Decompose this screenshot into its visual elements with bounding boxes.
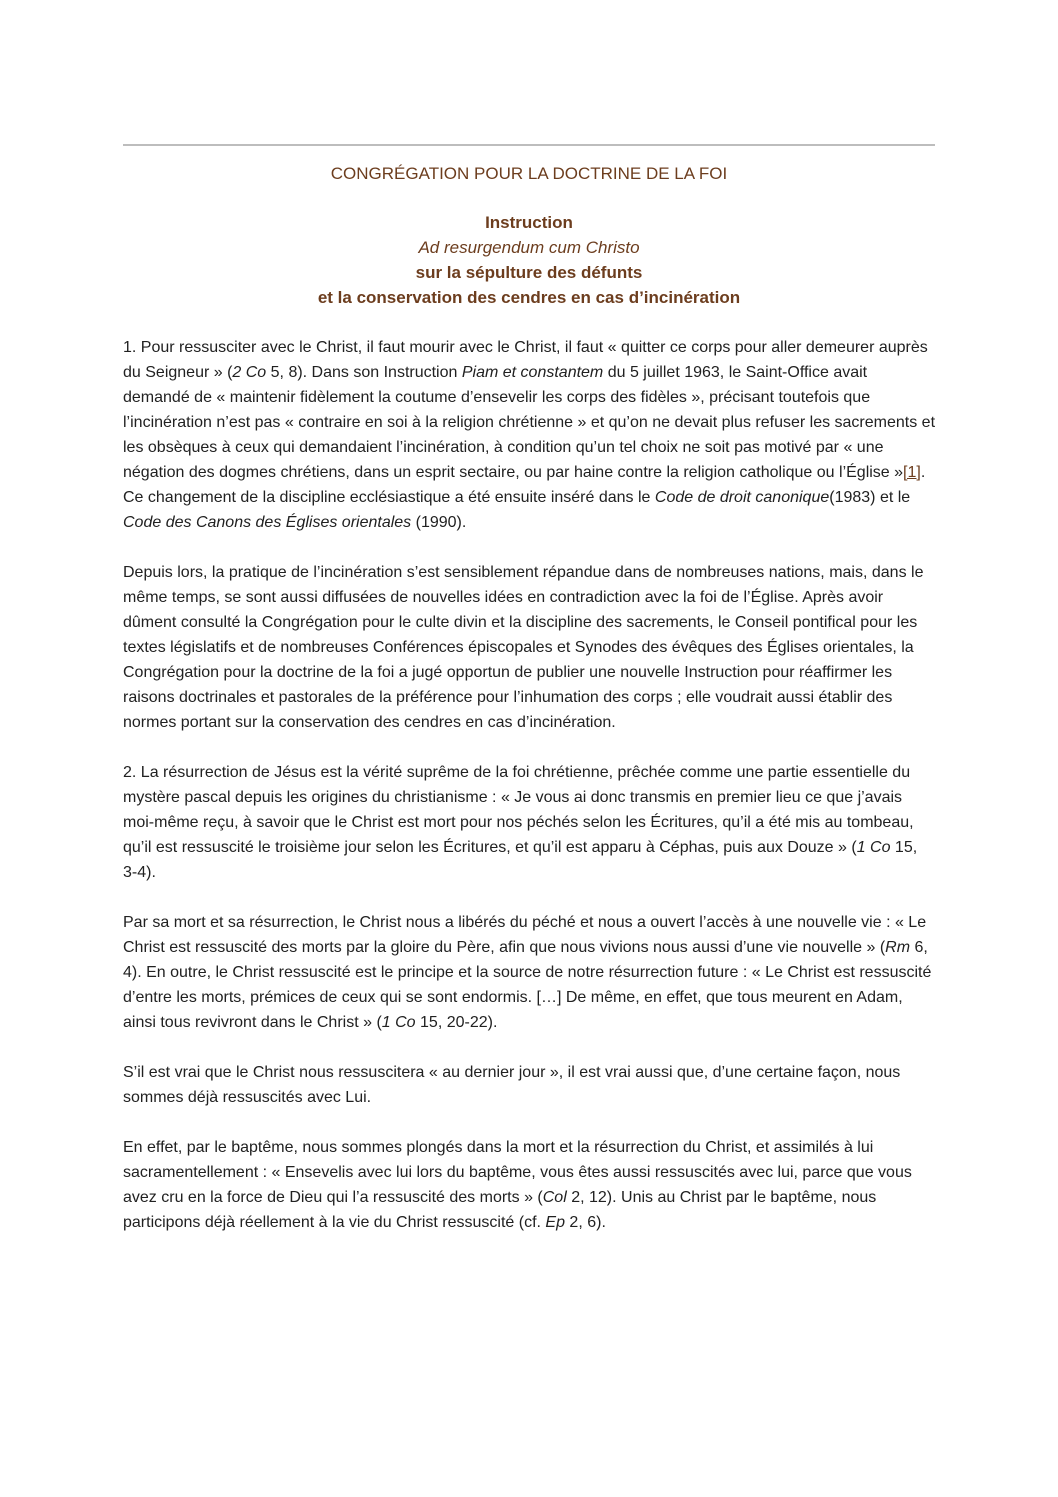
text-run: 15, 3-4). — [123, 839, 918, 881]
text-run: Par sa mort et sa résurrection, le Christ nous a libérés du péché et nous a ouvert l’accès à une nouvelle vie : « Le Christ est ressuscité des morts par la gloire du Père, afin que nous vivions nous aussi d’une vie nouvelle » ( — [123, 914, 927, 956]
document-content — [123, 144, 935, 1235]
italic-citation: Code de droit canonique — [654, 489, 830, 506]
subtitle-line-2: et la conservation des cendres en cas d’incinération — [317, 288, 741, 307]
paragraph — [123, 1060, 935, 1110]
paragraph — [123, 560, 935, 735]
title-block — [123, 210, 935, 310]
text-run: 2. La résurrection de Jésus est la vérité suprême de la foi chrétienne, prêchée comme une partie essentielle du mystère pascal depuis les origines du christianisme : « Je vous ai donc transmis en premier lieu ce que j’avais moi-même reçu, à savoir que le Christ est mort pour nos péchés selon les Écritures, qu’il a été mis au tombeau, qu’il est ressuscité le troisième jour selon les Écritures, et qu’il est apparu à Céphas, puis aux Douze » ( — [123, 764, 914, 856]
document-body — [123, 335, 935, 1235]
text-run: Depuis lors, la pratique de l’incinération s’est sensiblement répandue dans de nombreuses nations, mais, dans le même temps, se sont aussi diffusées de nouvelles idées en contradiction avec la foi de l’Église. Après avoir dûment consulté la Congrégation pour le culte divin et la discipline des sacrements, le Conseil pontifical pour les textes législatifs et de nombreuses Conférences épiscopales et Synodes des évêques des Églises orientales, la Congrégation pour la doctrine de la foi a jugé opportun de publier une nouvelle Instruction pour réaffirmer les raisons doctrinales et pastorales de la préférence pour l’inhumation des corps ; elle voudrait aussi établir des normes portant sur la conservation des cendres en cas d’incinération. — [123, 564, 924, 731]
italic-citation: Code des Canons des Églises orientales — [123, 514, 412, 531]
text-run: du 5 juillet 1963, le Saint-Office avait demandé de « maintenir fidèlement la coutume d’ensevelir les corps des fidèles », précisant toutefois que l’incinération n’est pas « contraire en soi à la religion chrétienne » et qu’on ne devait plus refuser les sacrements et les obsèques à ceux qui demandaient l’incinération, à condition qu’un tel choix ne soit pas motivé par « une négation des dogmes chrétiens, dans un esprit sectaire, ou par haine contre la religion catholique ou l’Église » — [123, 364, 936, 481]
text-run: 1. Pour ressusciter avec le Christ, il faut mourir avec le Christ, il faut « quitter ce corps pour aller demeurer auprès du Seigneur » ( — [123, 339, 928, 381]
italic-citation: 2 Co — [232, 364, 267, 381]
text-run: (1990). — [411, 514, 467, 531]
text-run: 2, 6). — [564, 1214, 606, 1231]
subtitle-line-1: sur la sépulture des défunts — [415, 263, 643, 282]
italic-citation: Rm — [885, 939, 911, 956]
italic-citation: 1 Co — [856, 839, 891, 856]
italic-citation: Ep — [545, 1214, 565, 1231]
latin-title: Ad resurgendum cum Christo — [418, 238, 640, 257]
text-run: . Ce changement de la discipline ecclésiastique a été ensuite inséré dans le — [123, 464, 926, 506]
paragraph — [123, 910, 935, 1035]
top-divider — [123, 144, 935, 146]
text-run: (1983) et le — [829, 489, 911, 506]
paragraph — [123, 1135, 935, 1235]
italic-citation: Piam et constantem — [461, 364, 604, 381]
italic-citation: 1 Co — [381, 1014, 416, 1031]
text-run: En effet, par le baptême, nous sommes plongés dans la mort et la résurrection du Christ, et assimilés à lui sacramentellement : « Ensevelis avec lui lors du baptême, vous êtes aussi ressuscités avec lui, parce que vous avez cru en la force de Dieu qui l’a ressuscité des morts » ( — [123, 1139, 912, 1206]
text-run: 6, 4). En outre, le Christ ressuscité est le principe et la source de notre résurrection future : « Le Christ est ressuscité d’entre les morts, prémices de ceux qui se sont endormis. […] De même, en effet, que tous meurent en Adam, ainsi tous revivront dans le Christ » ( — [123, 939, 932, 1031]
paragraphs — [123, 335, 935, 1235]
italic-citation: Col — [542, 1189, 567, 1206]
footnote-link-1[interactable]: [1] — [903, 464, 921, 481]
congregation-title: CONGRÉGATION POUR LA DOCTRINE DE LA FOI — [330, 164, 728, 183]
instruction-label: Instruction — [485, 213, 573, 232]
paragraph — [123, 335, 935, 535]
text-run: 2, 12). Unis au Christ par le baptême, nous participons déjà réellement à la vie du Christ ressuscité (cf. — [123, 1189, 877, 1231]
text-run: S’il est vrai que le Christ nous ressuscitera « au dernier jour », il est vrai aussi que, d’une certaine façon, nous sommes déjà ressuscités avec Lui. — [123, 1064, 901, 1106]
paragraph — [123, 760, 935, 885]
text-run: 5, 8). Dans son Instruction — [266, 364, 462, 381]
text-run: 15, 20-22). — [415, 1014, 498, 1031]
